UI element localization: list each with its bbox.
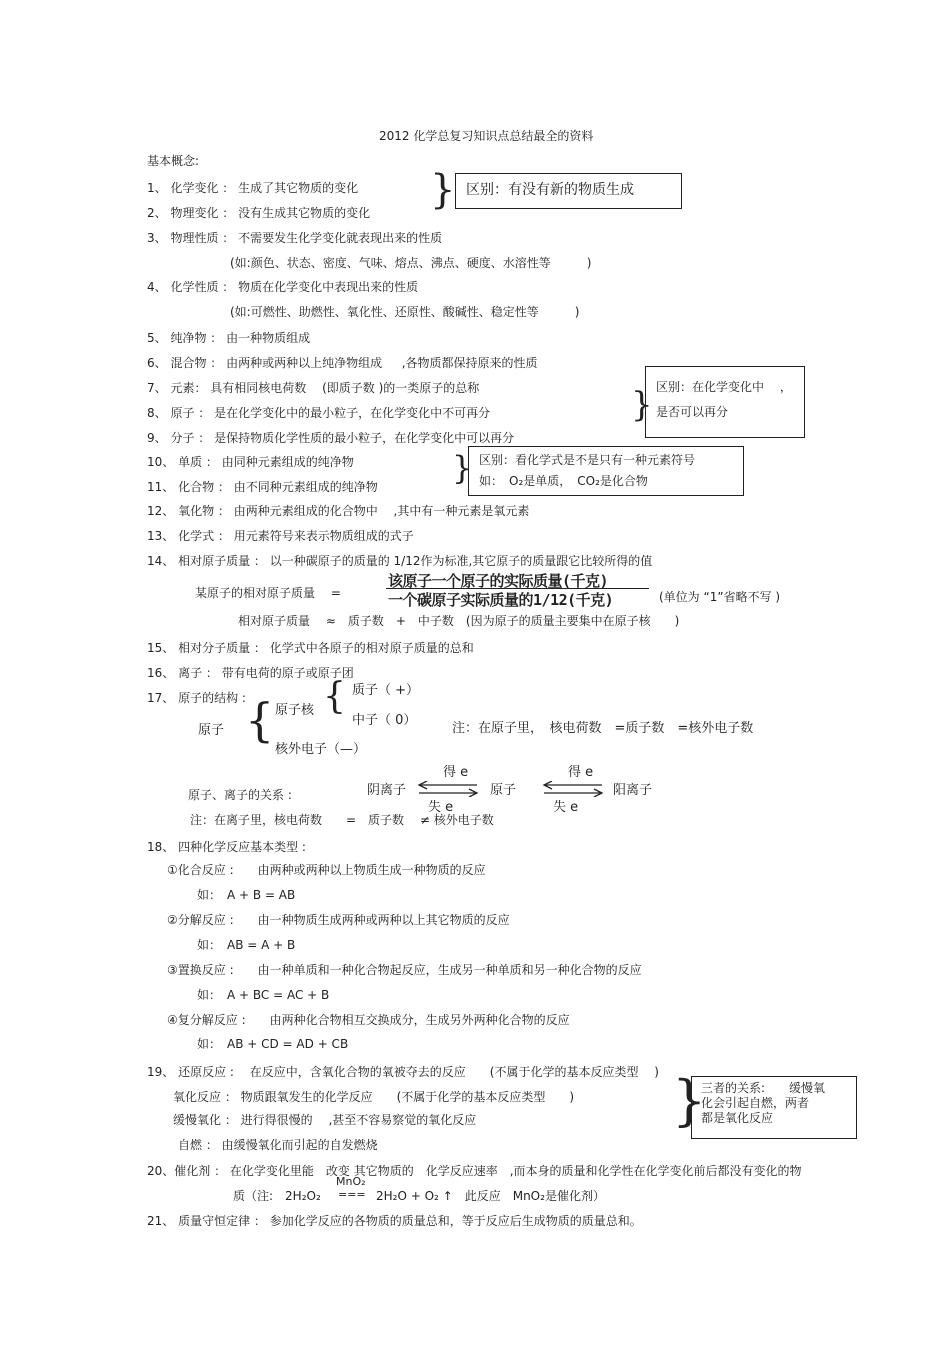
formula-denominator: 一个碳原子实际质量的1/12(千克) bbox=[388, 591, 614, 609]
structure-proton: 质子（ +） bbox=[352, 683, 420, 698]
structure-atom: 原子 bbox=[198, 723, 225, 738]
structure-nucleus: 原子核 bbox=[275, 703, 315, 718]
reaction-double-displacement-example: 如： AB + CD = AD + CB bbox=[197, 1037, 349, 1051]
reaction-displacement: ③置换反应 : 由一种单质和一种化合物起反应，生成另一种单质和另一种化合物的反应 bbox=[167, 963, 642, 977]
reaction-combination-example: 如： A + B = AB bbox=[197, 888, 296, 902]
item-16: 16、 离子 ： 带有电荷的原子或原子团 bbox=[147, 666, 354, 680]
item-2: 2、 物理变化 ： 没有生成其它物质的变化 bbox=[147, 206, 371, 220]
ion-anion: 阴离子 bbox=[367, 783, 407, 798]
brace-4: } bbox=[672, 1069, 707, 1132]
brace-3: } bbox=[452, 449, 473, 487]
reaction-decomposition: ②分解反应 : 由一种物质生成两种或两种以上其它物质的反应 bbox=[167, 913, 510, 927]
item-20: 20、催化剂 ： 在化学变化里能 改变 其它物质的 化学反应速率 ,而本身的质量和化学性在化学变化前后都没有变化的物 bbox=[147, 1164, 802, 1178]
item-19: 19、 还原反应 : 在反应中，含氧化合物的氧被夺去的反应 (不属于化学的基本反应类型 ) bbox=[147, 1065, 659, 1079]
page-title: 2012 化学总复习知识点总结最全的资料 bbox=[379, 129, 594, 143]
note-box-4 bbox=[691, 1076, 857, 1139]
note-box-4-line2: 化会引起自燃，两者 bbox=[701, 1096, 810, 1110]
structure-note: 注：在原子里， 核电荷数 =质子数 =核外电子数 bbox=[452, 721, 754, 736]
section-heading: 基本概念: bbox=[147, 154, 200, 168]
reaction-displacement-example: 如： A + BC = AC + B bbox=[197, 988, 330, 1002]
item-19-slow-oxidation: 缓慢氧化 ： 进行得很慢的 ,甚至不容易察觉的氧化反应 bbox=[173, 1113, 477, 1127]
item-19-oxidation: 氧化反应 ： 物质跟氧发生的化学反应 (不属于化学的基本反应类型 ) bbox=[173, 1090, 574, 1104]
note-box-3-line2: 如： O₂是单质， CO₂是化合物 bbox=[479, 474, 648, 488]
item-15: 15、 相对分子质量 ： 化学式中各原子的相对原子质量的总和 bbox=[147, 641, 474, 655]
formula-numerator: 该原子一个原子的实际质量(千克) bbox=[388, 572, 609, 590]
item-5: 5、 纯净物 ： 由一种物质组成 bbox=[147, 331, 311, 345]
reaction-double-displacement: ④复分解反应 : 由两种化合物相互交换成分，生成另外两种化合物的反应 bbox=[167, 1013, 570, 1027]
brace-nucleus: { bbox=[323, 676, 346, 717]
ion-cation: 阳离子 bbox=[613, 783, 653, 798]
note-box-4-line3: 都是氧化反应 bbox=[701, 1111, 774, 1125]
formula-approx: 相对原子质量 ≈ 质子数 + 中子数 (因为原子的质量主要集中在原子核 ) bbox=[238, 614, 680, 628]
note-box-1-text: 区别：有没有新的物质生成 bbox=[466, 182, 634, 198]
formula-left: 某原子的相对原子质量 = bbox=[195, 586, 341, 600]
reaction-combination: ①化合反应 : 由两种或两种以上物质生成一种物质的反应 bbox=[167, 863, 486, 877]
ion-atom: 原子 bbox=[490, 783, 517, 798]
item-3-note: (如:颜色、状态、密度、气味、熔点、沸点、硬度、水溶性等 ) bbox=[230, 256, 592, 270]
item-18: 18、 四种化学反应基本类型 : bbox=[147, 840, 306, 854]
item-20-catalyst: MnO₂ bbox=[336, 1175, 366, 1188]
note-box-3-line1: 区别：看化学式是不是只有一种元素符号 bbox=[479, 453, 696, 467]
equilibrium-arrow-1 bbox=[417, 781, 479, 797]
arrow1-gain-label: 得 e bbox=[443, 765, 469, 780]
arrow2-gain-label: 得 e bbox=[568, 765, 594, 780]
brace-2: } bbox=[631, 385, 653, 425]
item-13: 13、 化学式 ： 用元素符号来表示物质组成的式子 bbox=[147, 529, 414, 543]
item-20-equation-products: 2H₂O + O₂ ↑ 此反应 MnO₂是催化剂） bbox=[376, 1189, 605, 1203]
item-12: 12、 氧化物 ： 由两种元素组成的化合物中 ,其中有一种元素是氧元素 bbox=[147, 504, 530, 518]
note-box-2 bbox=[645, 366, 805, 438]
brace-atom: { bbox=[245, 693, 275, 747]
item-8: 8、 原子 ： 是在化学变化中的最小粒子，在化学变化中不可再分 bbox=[147, 406, 491, 420]
note-box-2-line2: 是否可以再分 bbox=[656, 405, 729, 419]
item-11: 11、 化合物 ： 由不同种元素组成的纯净物 bbox=[147, 480, 378, 494]
structure-neutron: 中子（ 0） bbox=[352, 713, 417, 728]
ion-relation-label: 原子、离子的关系 : bbox=[188, 788, 292, 802]
equilibrium-arrow-2 bbox=[542, 781, 604, 797]
item-14: 14、 相对原子质量 ： 以一种碳原子的质量的 1/12作为标准,其它原子的质量跟它比较所得的值 bbox=[147, 554, 653, 568]
note-box-3 bbox=[468, 446, 744, 496]
ion-note: 注：在离子里，核电荷数 = 质子数 ≠ 核外电子数 bbox=[190, 813, 494, 827]
item-7: 7、 元素： 具有相同核电荷数 (即质子数 )的一类原子的总称 bbox=[147, 381, 480, 395]
item-17: 17、 原子的结构 : bbox=[147, 691, 246, 705]
brace-1: } bbox=[430, 167, 456, 213]
arrow2-lose-label: 失 e bbox=[553, 800, 579, 815]
item-1: 1、 化学变化 ： 生成了其它物质的变化 bbox=[147, 181, 359, 195]
item-20-equation-reactant: 质（注: 2H₂O₂ bbox=[233, 1189, 321, 1203]
structure-electron: 核外电子（—） bbox=[275, 742, 367, 757]
reaction-decomposition-example: 如： AB = A + B bbox=[197, 938, 296, 952]
item-9: 9、 分子 ： 是保持物质化学性质的最小粒子，在化学变化中可以再分 bbox=[147, 431, 515, 445]
note-box-4-line1: 三者的关系: 缓慢氧 bbox=[701, 1081, 826, 1095]
arrow1-lose-label: 失 e bbox=[428, 800, 454, 815]
item-3: 3、 物理性质 ： 不需要发生化学变化就表现出来的性质 bbox=[147, 231, 443, 245]
note-box-2-line1: 区别：在化学变化中 ， bbox=[656, 380, 792, 394]
item-10: 10、 单质 ： 由同种元素组成的纯净物 bbox=[147, 455, 354, 469]
item-20-equals-sign: === bbox=[338, 1188, 366, 1201]
item-6: 6、 混合物 ： 由两种或两种以上纯净物组成 ,各物质都保持原来的性质 bbox=[147, 356, 538, 370]
formula-unit-note: (单位为 “1”省略不写 ) bbox=[659, 590, 781, 604]
item-19-spontaneous-combustion: 自燃 ： 由缓慢氧化而引起的自发燃烧 bbox=[178, 1138, 378, 1152]
note-box-1 bbox=[455, 173, 682, 209]
item-21: 21、 质量守恒定律 ： 参加化学反应的各物质的质量总和，等于反应后生成物质的质量总和。 bbox=[147, 1214, 642, 1228]
item-4: 4、 化学性质 ： 物质在化学变化中表现出来的性质 bbox=[147, 280, 419, 294]
item-4-note: (如:可燃性、助燃性、氧化性、还原性、酸碱性、稳定性等 ) bbox=[230, 305, 580, 319]
